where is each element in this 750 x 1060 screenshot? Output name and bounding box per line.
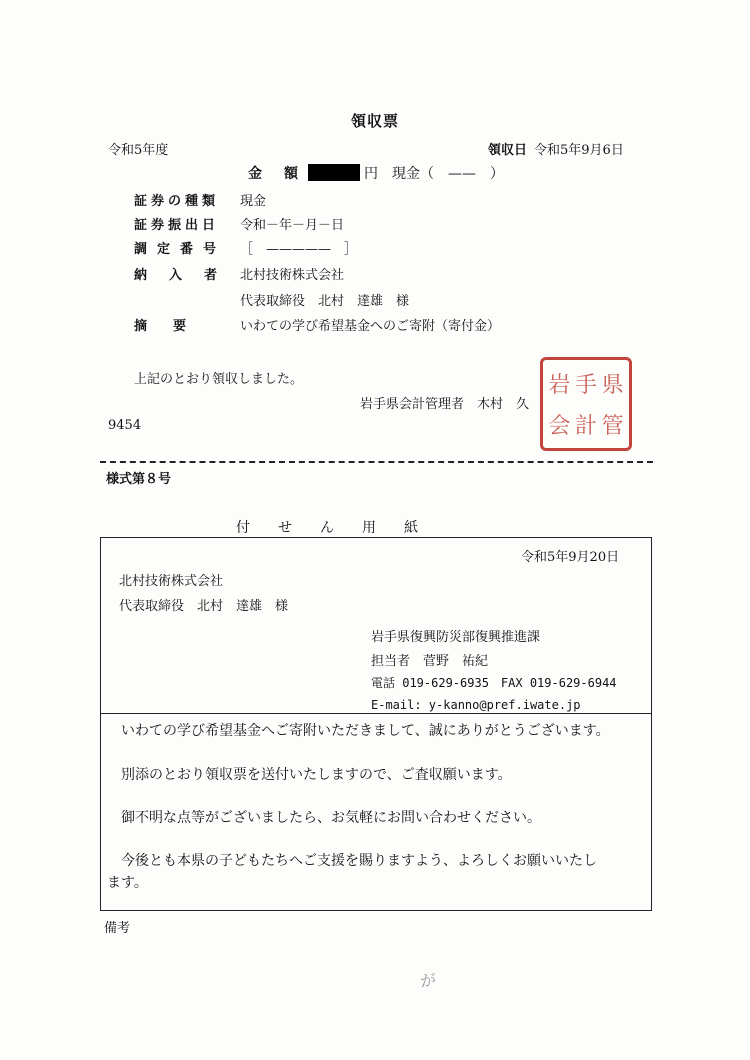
- receipt-date-label: 領収日: [488, 143, 528, 158]
- fusen-message-box: [100, 713, 652, 911]
- recipient-company: 北村技術株式会社: [119, 574, 224, 589]
- field-value-assessment-no: ［ ————— ］: [240, 242, 358, 257]
- receipt-date: 令和5年9月6日: [534, 143, 624, 158]
- field-value-issue-date: 令和－年－月－日: [240, 218, 345, 233]
- field-label-summary: 摘 要: [134, 319, 187, 334]
- fusen-date: 令和5年9月20日: [521, 550, 620, 565]
- message-paragraph: いわての学び希望基金へご寄附いただきまして、誠にありがとうございます。: [121, 723, 610, 739]
- issuer-name: 岩手県会計管理者 木村 久: [360, 397, 530, 412]
- fusen-title: 付 せ ん 用 紙: [236, 520, 418, 536]
- field-value-payer-rep: 代表取締役 北村 達雄 様: [240, 294, 410, 309]
- seal-char: 計: [574, 414, 597, 439]
- amount-label: 金 額: [248, 166, 302, 182]
- field-label-issue-date: 証券振出日: [134, 218, 220, 233]
- remarks-label: 備考: [104, 921, 131, 936]
- recipient-person: 代表取締役 北村 達雄 様: [119, 599, 289, 614]
- field-label-type: 証券の種類: [134, 194, 220, 209]
- field-value-summary: いわての学び希望基金へのご寄附（寄付金）: [240, 319, 501, 334]
- message-paragraph: ます。: [107, 875, 148, 891]
- cut-line: [100, 461, 653, 463]
- field-value-type: 現金: [240, 194, 267, 209]
- field-label-payer: 納入者: [134, 268, 240, 283]
- seal-char: 手: [574, 373, 597, 398]
- receipt-title: 領収票: [350, 112, 399, 130]
- receipt-number: 9454: [108, 418, 142, 433]
- fusen-header-box: [100, 537, 652, 714]
- sender-email: E-mail: y-kanno@pref.iwate.jp: [371, 698, 581, 712]
- message-paragraph: 今後とも本県の子どもたちへご支援を賜りますよう、よろしくお願いいたし: [121, 853, 597, 869]
- message-paragraph: 御不明な点等がございましたら、お気軽にお問い合わせください。: [121, 810, 541, 826]
- seal-char: 会: [548, 414, 571, 439]
- field-value-payer: 北村技術株式会社: [240, 268, 345, 283]
- sender-person: 担当者 菅野 祐紀: [371, 654, 489, 669]
- fiscal-year: 令和5年度: [108, 143, 169, 158]
- seal-char: 管: [601, 414, 624, 439]
- confirmation-text: 上記のとおり領収しました。: [134, 372, 304, 387]
- message-paragraph: 別添のとおり領収票を送付いたしますので、ご査収願います。: [121, 767, 512, 783]
- sender-dept: 岩手県復興防災部復興推進課: [371, 630, 541, 645]
- field-label-assessment-no: 調定番号: [134, 242, 227, 257]
- sender-phone: 電話 019-629-6935 FAX 019-629-6944: [371, 676, 617, 690]
- seal-char: 岩: [548, 373, 571, 398]
- handwritten-mark: が: [418, 969, 438, 992]
- seal-char: 県: [601, 373, 624, 398]
- amount-suffix: 円 現金（ —— ）: [364, 166, 504, 182]
- redacted-amount: [308, 164, 360, 181]
- amount-row: [248, 163, 504, 183]
- official-seal: [540, 357, 632, 451]
- form-label: 様式第８号: [106, 472, 172, 487]
